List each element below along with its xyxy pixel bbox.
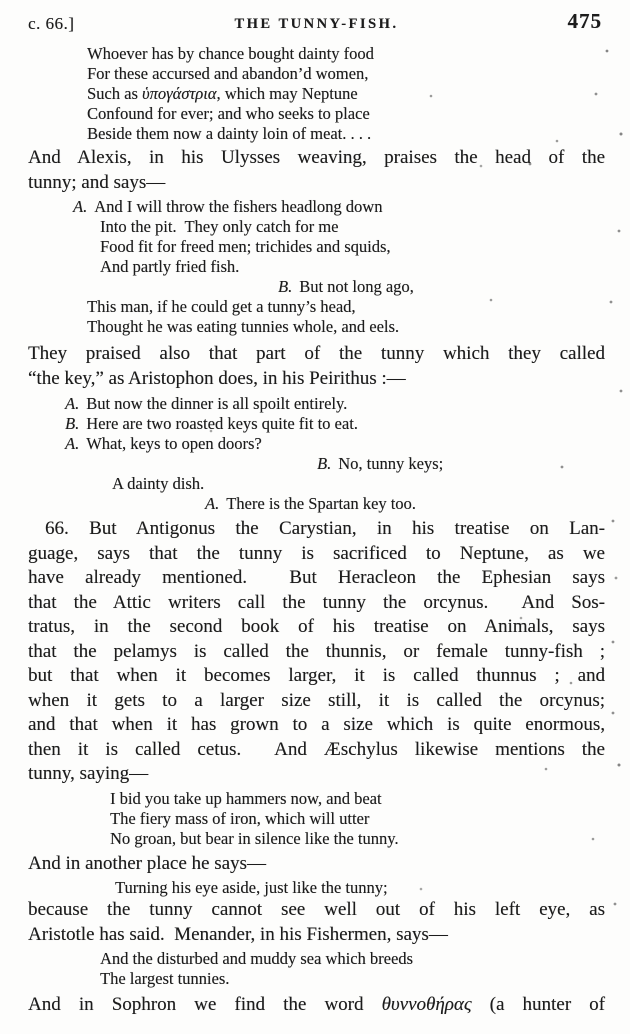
chapter-marker: c. 66.] (28, 14, 75, 33)
paragraph-line: They praised also that part of the tunny which they called (28, 343, 605, 364)
verse-line (73, 197, 605, 217)
verse-line-text: Such as (87, 84, 142, 103)
verse-line-text: But not long ago, (299, 277, 414, 296)
verse-line: Into the pit. They only catch for me (100, 217, 339, 236)
speaker-label: B. (317, 454, 332, 473)
paragraph-line: tratus, in the second book of his treatise on Animals, says (28, 616, 605, 637)
paragraph-line: and that when it has grown to a size which is quite enormous, (28, 714, 605, 735)
verse-quote-6 (100, 949, 605, 989)
speaker-label: A. (65, 394, 80, 413)
verse-line (73, 277, 605, 297)
paragraph-line: 66. But Antigonus the Carystian, in his treatise on Lan- (45, 518, 605, 539)
paragraph-line: tunny, saying— (28, 763, 149, 784)
greek-term: θυννοθήρας (381, 994, 472, 1015)
paragraph-line (28, 993, 605, 1018)
paragraph-line: that the Attic writers call the tunny the orcynus. And Sos- (28, 591, 605, 613)
paragraph-line: when it gets to a larger size still, it is called the orcynus; (28, 689, 605, 711)
page-number: 475 (567, 9, 602, 33)
paragraph-line: have already mentioned. But Heracleon the Ephesian says (28, 567, 605, 588)
speaker-label: A. (73, 197, 88, 216)
paragraph-text: (a hunter of (471, 994, 605, 1015)
verse-line: For these accursed and abandon’d women, (87, 64, 369, 83)
verse-quote-1 (87, 44, 605, 144)
verse-line: Turning his eye aside, just like the tunny; (115, 878, 388, 897)
verse-line: And partly fried fish. (100, 257, 240, 276)
verse-line: This man, if he could get a tunny’s head, (87, 297, 356, 316)
verse-line: I bid you take up hammers now, and beat (110, 788, 382, 808)
paragraph-line: but that when it becomes larger, it is called thunnus ; and (28, 665, 605, 686)
paragraph-line: guage, says that the tunny is sacrificed to Neptune, as we (28, 542, 605, 564)
verse-line: Confound for ever; and who seeks to place (87, 104, 370, 123)
paragraph-line: then it is called cetus. And Æschylus likewise mentions the (28, 738, 605, 760)
speaker-label: A. (65, 434, 80, 453)
paragraph-line: because the tunny cannot see well out of his left eye, as (28, 899, 605, 920)
paragraph-line: And in another place he says— (28, 852, 266, 874)
scan-noise-specks (0, 0, 2, 2)
verse-line (65, 454, 605, 474)
verse-line: And the disturbed and muddy sea which breeds (100, 949, 413, 968)
verse-line: The largest tunnies. (100, 969, 230, 988)
body-paragraph-3 (28, 517, 605, 787)
verse-line-text: There is the Spartan key too. (226, 494, 416, 513)
verse-line: Whoever has by chance bought dainty food (87, 44, 374, 63)
verse-line-text: , which may Neptune (216, 84, 358, 103)
verse-line: A dainty dish. (112, 474, 205, 493)
body-paragraph-5 (28, 898, 605, 947)
page-header (28, 8, 605, 34)
verse-line (65, 394, 605, 414)
paragraph-line: “the key,” as Aristophon does, in his Peirithus :— (28, 367, 406, 389)
body-paragraph-4 (28, 852, 605, 877)
verse-line (65, 434, 605, 454)
verse-line (65, 414, 605, 434)
paragraph-line: Aristotle has said. Menander, in his Fishermen, says— (28, 923, 448, 945)
verse-line-text: What, keys to open doors? (86, 434, 262, 453)
paragraph-line: And Alexis, in his Ulysses weaving, praises the head of the (28, 147, 605, 168)
verse-line: Beside them now a dainty loin of meat. . . . (87, 124, 372, 143)
greek-term: ὑπογάστρια (142, 84, 217, 103)
verse-line-text: But now the dinner is all spoilt entirely. (86, 394, 348, 413)
verse-line: Food fit for freed men; trichides and squids, (100, 237, 391, 256)
verse-line: The fiery mass of iron, which will utter (110, 808, 370, 828)
paragraph-line: that the pelamys is called the thunnis, or female tunny-fish ; (28, 640, 605, 662)
verse-quote-3 (65, 394, 605, 514)
verse-line-text: No, tunny keys; (338, 454, 444, 473)
verse-line: No groan, but bear in silence like the tunny. (110, 828, 399, 848)
verse-line (65, 494, 605, 514)
verse-line: Thought he was eating tunnies whole, and eels. (87, 317, 400, 336)
verse-line (87, 84, 605, 104)
body-paragraph-6 (28, 993, 605, 1018)
body-paragraph-2 (28, 342, 605, 391)
verse-quote-4 (110, 789, 605, 849)
speaker-label: B. (65, 414, 80, 433)
speaker-label: B. (278, 277, 293, 296)
paragraph-line: tunny; and says— (28, 171, 166, 193)
verse-line-text: And I will throw the fishers headlong down (94, 197, 383, 216)
verse-line-text: Here are two roasted keys quite fit to eat. (86, 414, 358, 433)
running-title: THE TUNNY-FISH. (234, 16, 399, 32)
verse-quote-5 (115, 878, 605, 898)
speaker-label: A. (205, 494, 220, 513)
verse-quote-2 (73, 197, 605, 337)
paragraph-text: And in Sophron we find the word (28, 994, 382, 1015)
body-paragraph-1 (28, 146, 605, 195)
